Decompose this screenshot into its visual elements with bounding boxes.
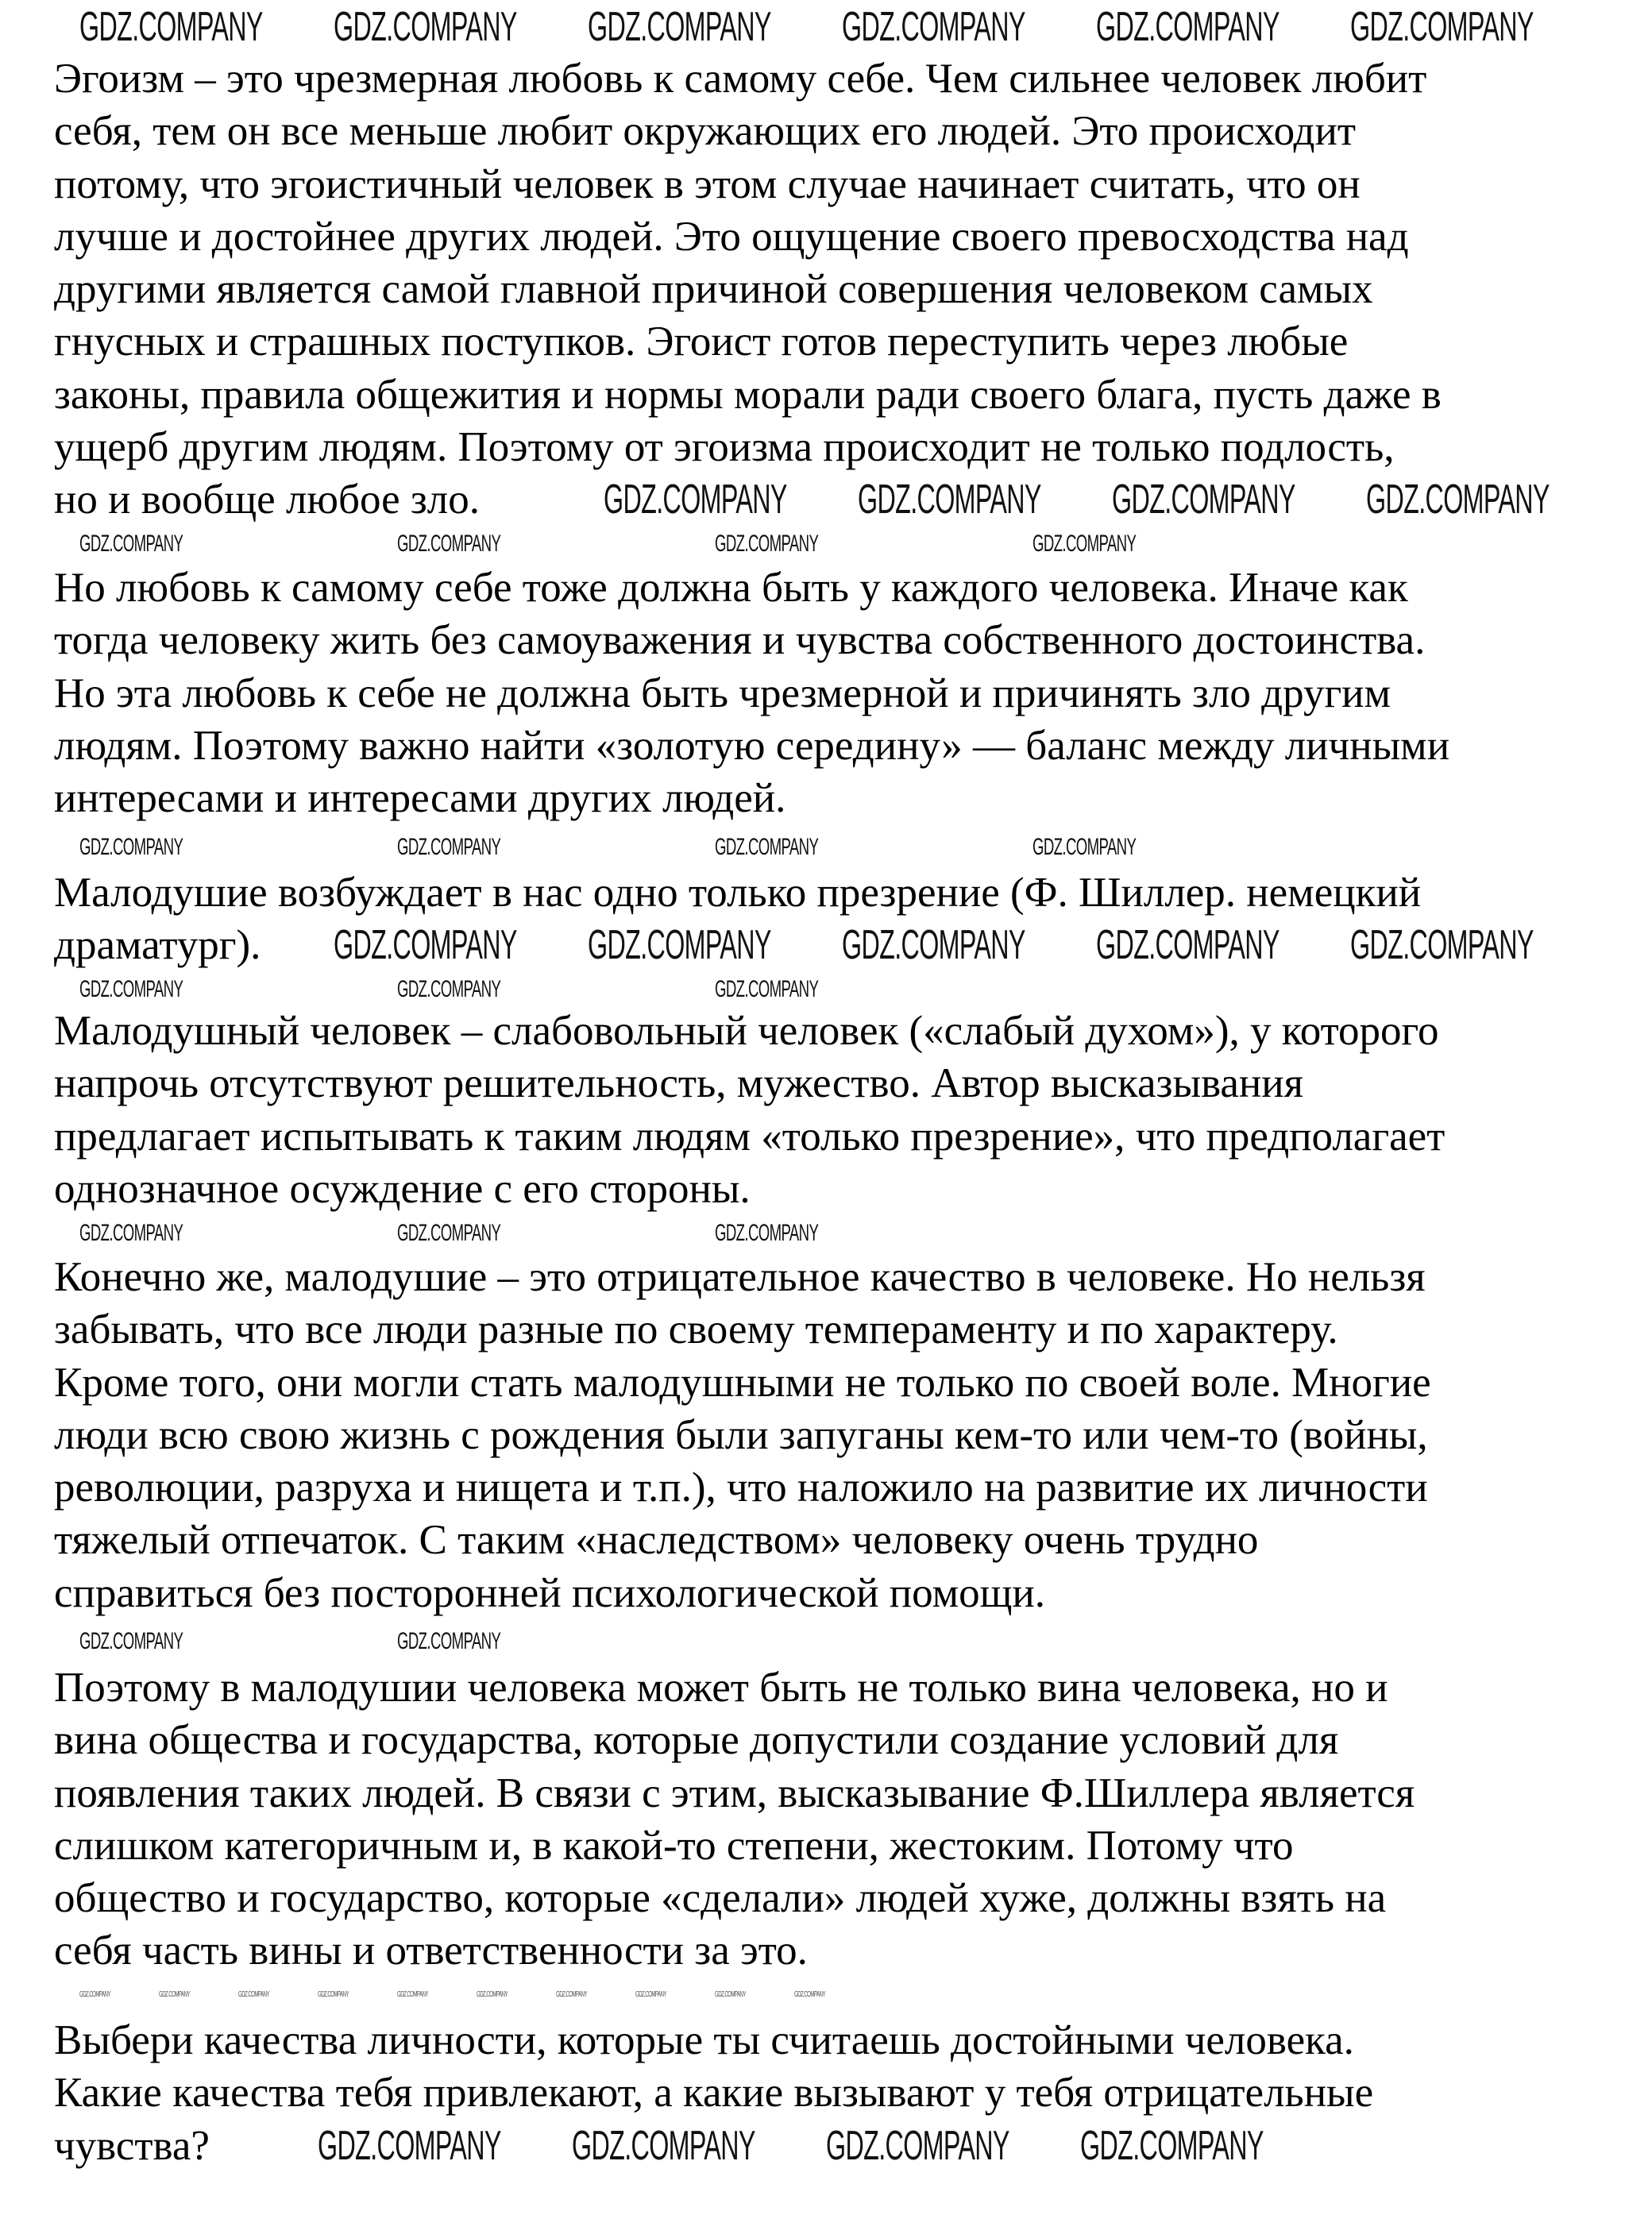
watermark: GDZ.COMPANY (715, 1220, 819, 1246)
watermark: GDZ.COMPANY (318, 2123, 501, 2169)
text-line: Но любовь к самому себе тоже должна быть у каждого человека. Иначе как (54, 565, 1408, 611)
watermark: GDZ.COMPANY (397, 1990, 428, 1999)
text-line: законы, правила общежития и нормы морали ради своего блага, пусть даже в (54, 371, 1442, 418)
text-line: тогда человеку жить без самоуважения и чувства собственного достоинства. (54, 617, 1426, 664)
watermark: GDZ.COMPANY (715, 1990, 746, 1999)
text-line: потому, что эгоистичный человек в этом случае начинает считать, что он (54, 160, 1361, 207)
text-line: интересами и интересами других людей. (54, 775, 786, 822)
text-line: вина общества и государства, которые допустили создание условий для (54, 1717, 1339, 1764)
watermark: GDZ.COMPANY (238, 1990, 269, 1999)
watermark: GDZ.COMPANY (1080, 2123, 1264, 2169)
text-line: появления таких людей. В связи с этим, высказывание Ф.Шиллера является (54, 1769, 1415, 1816)
text-line: однозначное осуждение с его стороны. (54, 1165, 751, 1212)
watermark: GDZ.COMPANY (842, 922, 1025, 968)
paragraph (54, 1661, 1415, 1978)
text-line: людям. Поэтому важно найти «золотую середину» — баланс между личными (54, 722, 1450, 769)
watermark: GDZ.COMPANY (1096, 922, 1280, 968)
watermark: GDZ.COMPANY (1032, 834, 1137, 860)
watermark: GDZ.COMPANY (334, 4, 517, 50)
watermark: GDZ.COMPANY (397, 834, 501, 860)
paragraph (54, 561, 1449, 824)
watermark: GDZ.COMPANY (318, 1990, 349, 1999)
text-line: Но эта любовь к себе не должна быть чрезмерной и причинять зло другим (54, 670, 1391, 716)
text-line: лучше и достойнее других людей. Это ощущение своего превосходства над (54, 213, 1409, 260)
text-line: ущерб другим людям. Поэтому от эгоизма происходит не только подлость, (54, 424, 1395, 471)
watermark: GDZ.COMPANY (826, 2123, 1009, 2169)
text-line: люди всю свою жизнь с рождения были запуганы кем-то или чем-то (войны, (54, 1411, 1428, 1458)
text-line: Конечно же, малодушие – это отрицательное качество в человеке. Но нельзя (54, 1254, 1426, 1300)
text-line: драматург). (54, 922, 261, 969)
watermark: GDZ.COMPANY (1366, 477, 1550, 523)
watermark: GDZ.COMPANY (1350, 922, 1534, 968)
watermark: GDZ.COMPANY (715, 834, 819, 860)
watermark: GDZ.COMPANY (715, 976, 819, 1002)
text-line: Малодушие возбуждает в нас одно только презрение (Ф. Шиллер. немецкий (54, 870, 1422, 916)
paragraph (54, 1251, 1431, 1619)
watermark: GDZ.COMPANY (1032, 531, 1137, 557)
text-line: слишком категоричным и, в какой-то степени, жестоким. Потому что (54, 1822, 1294, 1869)
watermark: GDZ.COMPANY (79, 976, 183, 1002)
text-line: гнусных и страшных поступков. Эгоист готов переступить через любые (54, 318, 1349, 365)
text-line: Выбери качества личности, которые ты считаешь достойными человека. (54, 2017, 1354, 2063)
watermark: GDZ.COMPANY (477, 1990, 508, 1999)
watermark: GDZ.COMPANY (588, 4, 771, 50)
text-line: Поэтому в малодушии человека может быть не только вина человека, но и (54, 1665, 1388, 1711)
watermark: GDZ.COMPANY (79, 1990, 110, 1999)
text-line: себя, тем он все меньше любит окружающих его людей. Это происходит (54, 108, 1357, 155)
watermark: GDZ.COMPANY (397, 976, 501, 1002)
text-line: но и вообще любое зло. (54, 477, 481, 523)
watermark: GDZ.COMPANY (397, 1628, 501, 1654)
watermark: GDZ.COMPANY (159, 1990, 190, 1999)
watermark: GDZ.COMPANY (79, 1628, 183, 1654)
text-line: другими является самой главной причиной совершения человеком самых (54, 266, 1373, 313)
text-line: революции, разруха и нищета и т.п.), что наложило на развитие их личности (54, 1464, 1428, 1511)
watermark: GDZ.COMPANY (604, 477, 787, 523)
watermark: GDZ.COMPANY (635, 1990, 666, 1999)
watermark: GDZ.COMPANY (79, 1220, 183, 1246)
watermark: GDZ.COMPANY (397, 1220, 501, 1246)
text-line: напрочь отсутствуют решительность, мужество. Автор высказывания (54, 1060, 1304, 1107)
watermark: GDZ.COMPANY (1096, 4, 1280, 50)
paragraph (54, 52, 1442, 527)
watermark: GDZ.COMPANY (858, 477, 1041, 523)
text-line: Малодушный человек – слабовольный человек («слабый духом»), у которого (54, 1008, 1439, 1054)
watermark: GDZ.COMPANY (842, 4, 1025, 50)
text-line: Эгоизм – это чрезмерная любовь к самому себе. Чем сильнее человек любит (54, 56, 1427, 102)
watermark: GDZ.COMPANY (572, 2123, 755, 2169)
text-line: тяжелый отпечаток. С таким «наследством» человеку очень трудно (54, 1517, 1259, 1564)
watermark: GDZ.COMPANY (79, 834, 183, 860)
text-line: чувства? (54, 2122, 210, 2169)
watermark: GDZ.COMPANY (334, 922, 517, 968)
text-line: себя часть вины и ответственности за это. (54, 1928, 808, 1974)
text-line: справиться без посторонней психологической помощи. (54, 1569, 1046, 1616)
watermark: GDZ.COMPANY (1112, 477, 1295, 523)
watermark: GDZ.COMPANY (397, 531, 501, 557)
text-line: Какие качества тебя привлекают, а какие вызывают у тебя отрицательные (54, 2070, 1374, 2117)
watermark: GDZ.COMPANY (588, 922, 771, 968)
watermark: GDZ.COMPANY (556, 1990, 587, 1999)
text-line: забывать, что все люди разные по своему темпераменту и по характеру. (54, 1306, 1338, 1353)
text-line: общество и государство, которые «сделали» людей хуже, должны взять на (54, 1875, 1387, 1922)
watermark: GDZ.COMPANY (79, 4, 263, 50)
watermark: GDZ.COMPANY (794, 1990, 825, 1999)
watermark: GDZ.COMPANY (1350, 4, 1534, 50)
paragraph (54, 1005, 1445, 1215)
text-line: предлагает испытывать к таким людям «только презрение», что предполагает (54, 1113, 1446, 1160)
watermark: GDZ.COMPANY (715, 531, 819, 557)
watermark: GDZ.COMPANY (79, 531, 183, 557)
text-line: Кроме того, они могли стать малодушными не только по своей воле. Многие (54, 1359, 1431, 1406)
